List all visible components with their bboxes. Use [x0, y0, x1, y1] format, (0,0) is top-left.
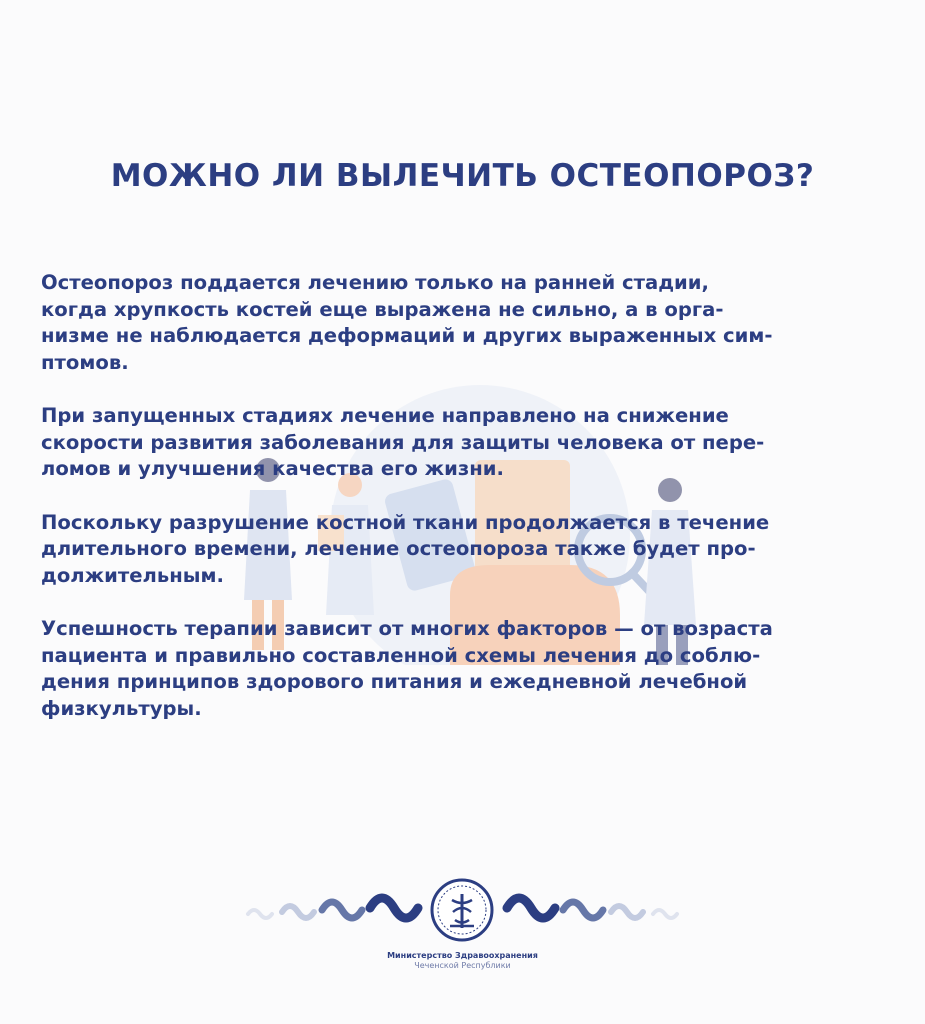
paragraph-3: Поскольку разрушение костной ткани продолжается в течение длительного времени, лечение остеопороза также будет про- должительным.: [41, 510, 770, 587]
ornament-emblem: [240, 872, 685, 948]
paragraph-4: Успешность терапии зависит от многих факторов — от возраста пациента и правильно составленной схемы лечения до соблю- дения принципов здорового питания и ежедневной лечебной физкультуры.: [41, 617, 773, 720]
article-body: [41, 270, 891, 749]
ministry-name: Министерство Здравоохранения: [387, 951, 538, 960]
paragraph-1: Остеопороз поддается лечению только на ранней стадии, когда хрупкость костей еще выражена не сильно, а в орга- низме не наблюдается деформаций и других выраженных сим- птомов.: [41, 271, 773, 374]
page-title: МОЖНО ЛИ ВЫЛЕЧИТЬ ОСТЕОПОРОЗ?: [110, 158, 815, 194]
ministry-caption: [0, 951, 925, 970]
caduceus-icon: [432, 880, 492, 940]
ministry-region: Чеченской Республики: [414, 961, 511, 970]
paragraph-2: При запущенных стадиях лечение направлено на снижение скорости развития заболевания для защиты человека от пере- ломов и улучшения качества его жизни.: [41, 404, 765, 480]
